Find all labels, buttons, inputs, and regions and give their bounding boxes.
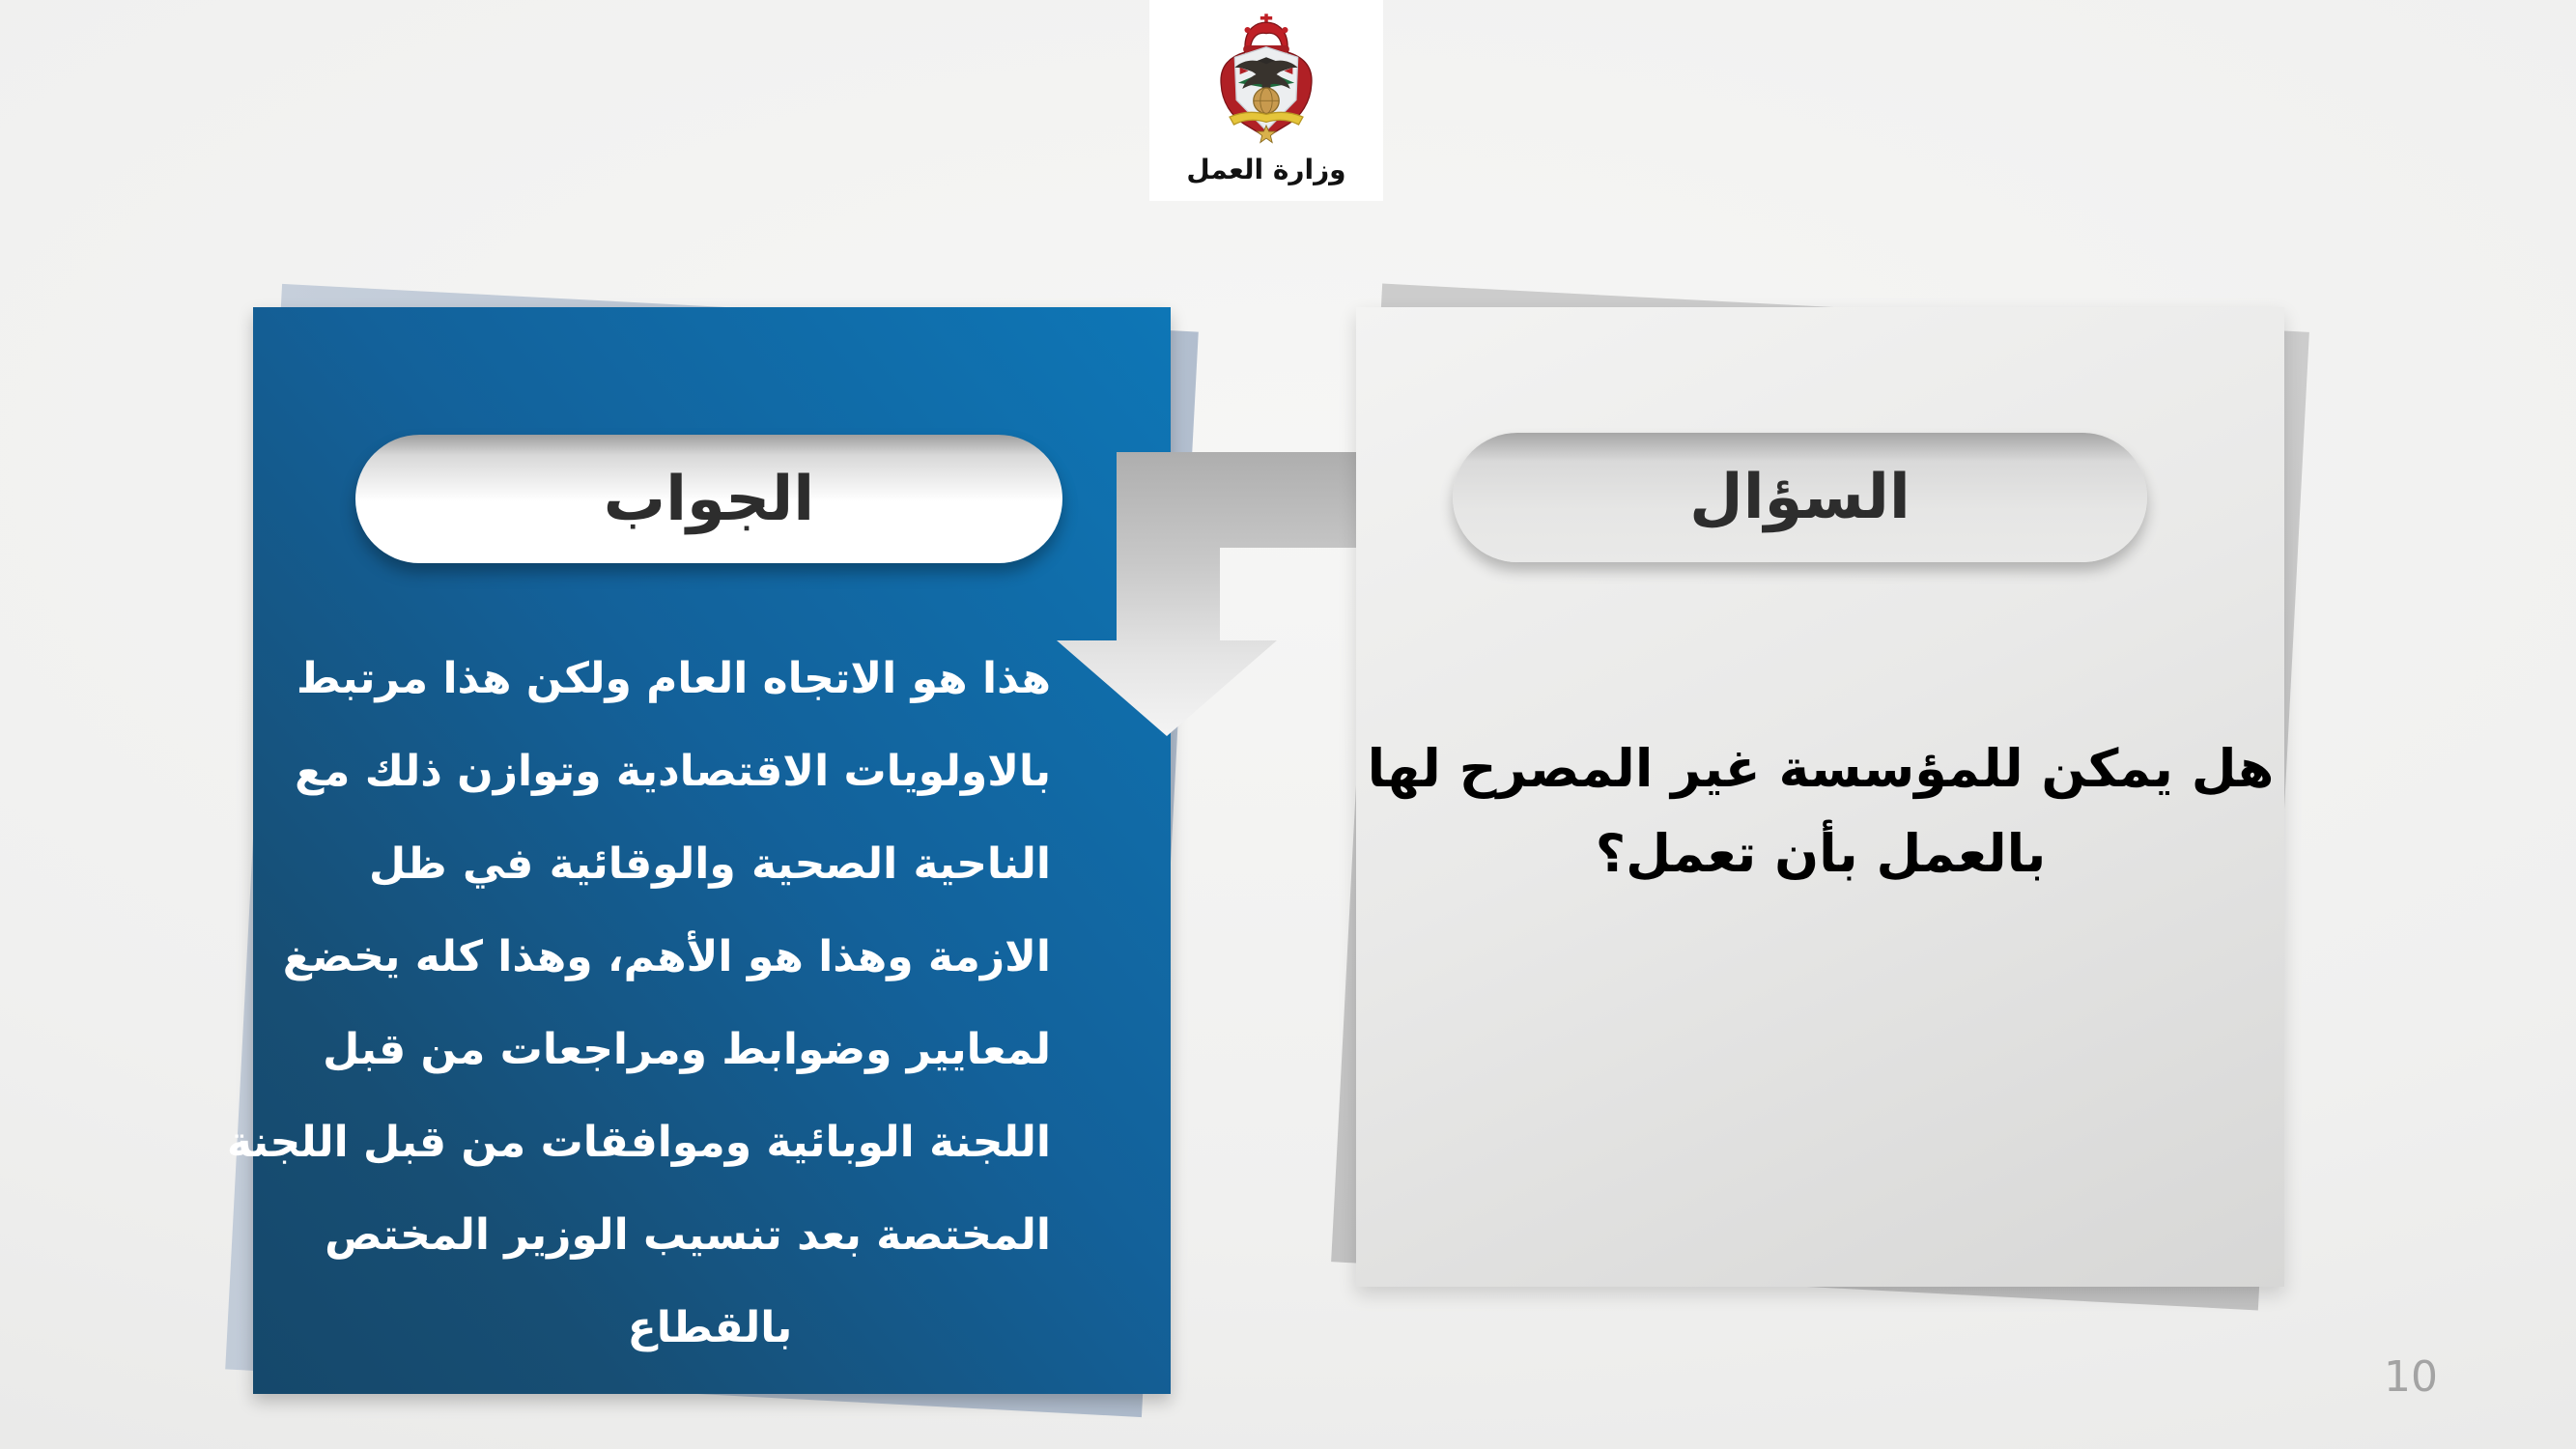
ministry-logo-box <box>1149 0 1383 201</box>
jordan-coat-of-arms-emblem <box>1194 8 1339 155</box>
answer-line: الناحية الصحية والوقائية في ظل <box>369 839 1051 889</box>
answer-line: هذا هو الاتجاه العام ولكن هذا مرتبط <box>296 654 1051 703</box>
bent-down-arrow-icon <box>1043 440 1391 749</box>
answer-line: لمعايير وضوابط ومراجعات من قبل <box>323 1025 1051 1074</box>
answer-text <box>226 633 1051 1375</box>
answer-line: المختصة بعد تنسيب الوزير المختص <box>325 1210 1051 1260</box>
question-title-pill <box>1453 433 2147 562</box>
answer-title-pill <box>355 435 1062 563</box>
page-number: 10 <box>2384 1352 2438 1402</box>
question-title-label: السؤال <box>1689 462 1911 533</box>
answer-line: بالاولويات الاقتصادية وتوازن ذلك مع <box>295 747 1051 796</box>
answer-title-label: الجواب <box>603 463 815 535</box>
question-text <box>1362 726 2279 896</box>
question-line: هل يمكن للمؤسسة غير المصرح لها <box>1367 738 2275 799</box>
answer-line: اللجنة الوبائية وموافقات من قبل اللجنة <box>226 1118 1051 1167</box>
answer-line: الازمة وهذا هو الأهم، وهذا كله يخضغ <box>282 932 1051 981</box>
question-line: بالعمل بأن تعمل؟ <box>1595 823 2047 884</box>
ministry-name-label: وزارة العمل <box>1186 154 1346 185</box>
answer-line: بالقطاع <box>627 1303 793 1352</box>
